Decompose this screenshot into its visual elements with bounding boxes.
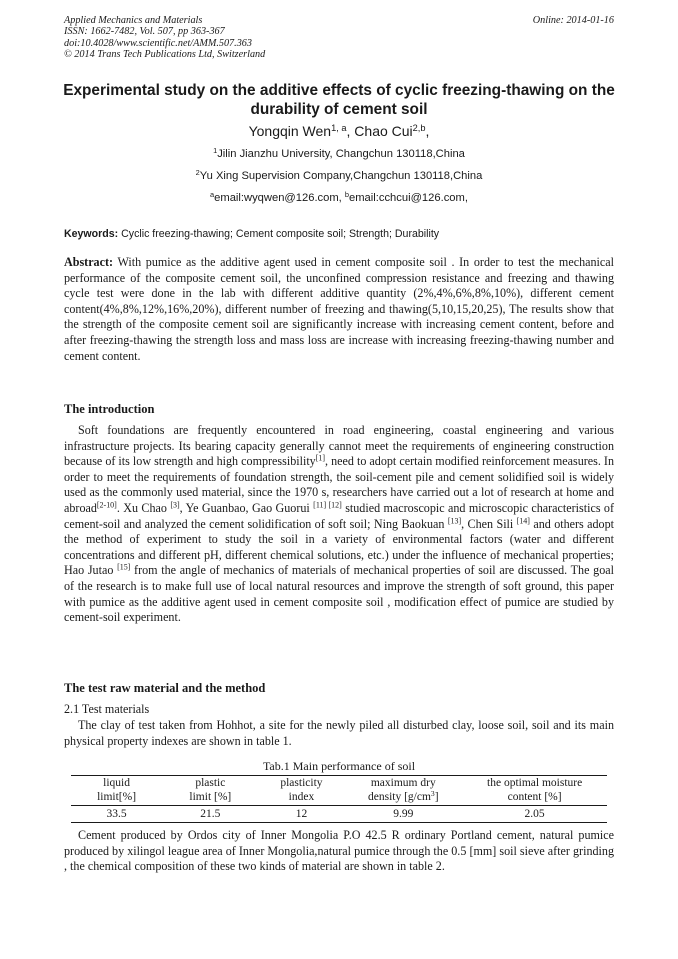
issn-line: ISSN: 1662-7482, Vol. 507, pp 363-367 [64,26,225,38]
table-header-cell: plasticity [259,776,345,791]
subsection-heading: 2.1 Test materials [64,702,150,716]
abstract: Abstract: With pumice as the additive agent used in cement composite soil . In order to test the mechanical performance of the composite cement soil, the unconfined compression resistance and freezing and thawing cycle test were done in the lab with different additive quantity (2%,4%,6%,8%,10%), different cement content(4%,8%,12%,16%,20%), different number of freezing and thawing(5,10,15,20,25), The results show that the strength of the composite cement soil are significantly increase with increasing cement content, before and after freezing-thawing the strength loss and mass loss are increase with increasing freezing-thawing number and cement content. [64,255,614,363]
section-heading-introduction: The introduction [64,402,155,416]
table-header-cell: liquid [71,776,162,791]
materials-paragraph: The clay of test taken from Hohhot, a site for the newly piled all disturbed clay, loose soil, soil and its main physical property indexes are shown in table 1. [64,718,614,748]
table-header-cell: index [259,790,345,806]
table-cell: 21.5 [162,806,258,823]
introduction-paragraph: Soft foundations are frequently encountered in road engineering, coastal engineering and various infrastructure projects. Its bearing capacity generally cannot meet the requirements of engineering construction because of its low strength and high compressibility[1], need to adopt certain modified reinforcement measures. In order to meet the requirements of foundation strength, the soil-cement pile and cement solidified soil is widely used as the commonly used material, since the 1970 s, researchers have carried out a lot of research at home and abroad[2-10]. Xu Chao [3], Ye Guanbao, Gao Guorui [11] [12] studied macroscopic and microscopic characteristics of cement-soil and analyzed the cement solidification of soft soil; Ning Baokuan [13], Chen Sili [14] and others adopt the method of experiment to study the soil in a variety of environmental factors (water and different concentrations and different pH, different chemical solutions, etc.) under the influence of mechanical properties; Hao Jutao [15] from the angle of mechanics of materials of mechanical properties of soil are discussed. The goal of the research is to make full use of local natural resources and improve the strength of soft ground, this paper with pumice as the additive agent used in cement composite soil , modification effect of pumice are studied by cement-soil experiment. [64,423,615,625]
author-2: Chao Cui [354,123,413,139]
journal-header [64,15,265,61]
table-header-cell: plastic [162,776,258,791]
author-line: Yongqin Wen$^{1, a}$, Chao Cui$^{2,b}$, [248,122,430,139]
table-caption: Tab.1 Main performance of soil [262,759,416,773]
table-header-cell: limit [%] [162,790,258,806]
table-header-cell: density $[g/cm^3]$ [344,790,462,806]
email-line: $^a$email:wyqwen@126.com, $^b$email:cchcui@126.com, [210,189,468,204]
affiliation-1: $^1$Jilin Jianzhu University, Changchun 130118,China [213,145,465,160]
table-header-cell: content [%] [462,790,607,806]
paper-title: Experimental study on the additive effects of cyclic freezing-thawing on the durability of cement soil [63,82,615,118]
soil-performance-table [71,775,607,823]
cement-paragraph: Cement produced by Ordos city of Inner Mongolia P.O 42.5 R ordinary Portland cement, natural pumice produced by xilingol league area of Inner Mongolia,natural pumice through the 0.5 [mm] soil sieve after grinding , the chemical composition of these two kinds of material are shown in table 2. [64,828,614,874]
table-cell: 9.99 [344,806,462,823]
online-date: Online: 2014-01-16 [532,15,614,26]
affiliation-2: $^2$Yu Xing Supervision Company,Changchun 130118,China [195,167,483,182]
doi-line: doi:10.4028/www.scientific.net/AMM.507.363 [64,37,252,49]
table-cell: 2.05 [462,806,607,823]
table-row [71,806,607,823]
table-header-cell: the optimal moisture [462,776,607,791]
abstract-label: Abstract: [64,255,114,269]
copyright-line: © 2014 Trans Tech Publications Ltd, Switzerland [64,49,266,61]
table-header-cell: limit[%] [71,790,162,806]
table-header-row [71,790,607,806]
keywords: Keywords: Cyclic freezing-thawing; Cement composite soil; Strength; Durability [64,228,440,240]
table-cell: 12 [259,806,345,823]
author-1: Yongqin Wen [248,123,332,139]
section-heading-method: The test raw material and the method [64,681,266,695]
table-header-cell: maximum dry [344,776,462,791]
table-cell: 33.5 [71,806,162,823]
table-header-row [71,776,607,791]
journal-name: Applied Mechanics and Materials [64,15,203,26]
